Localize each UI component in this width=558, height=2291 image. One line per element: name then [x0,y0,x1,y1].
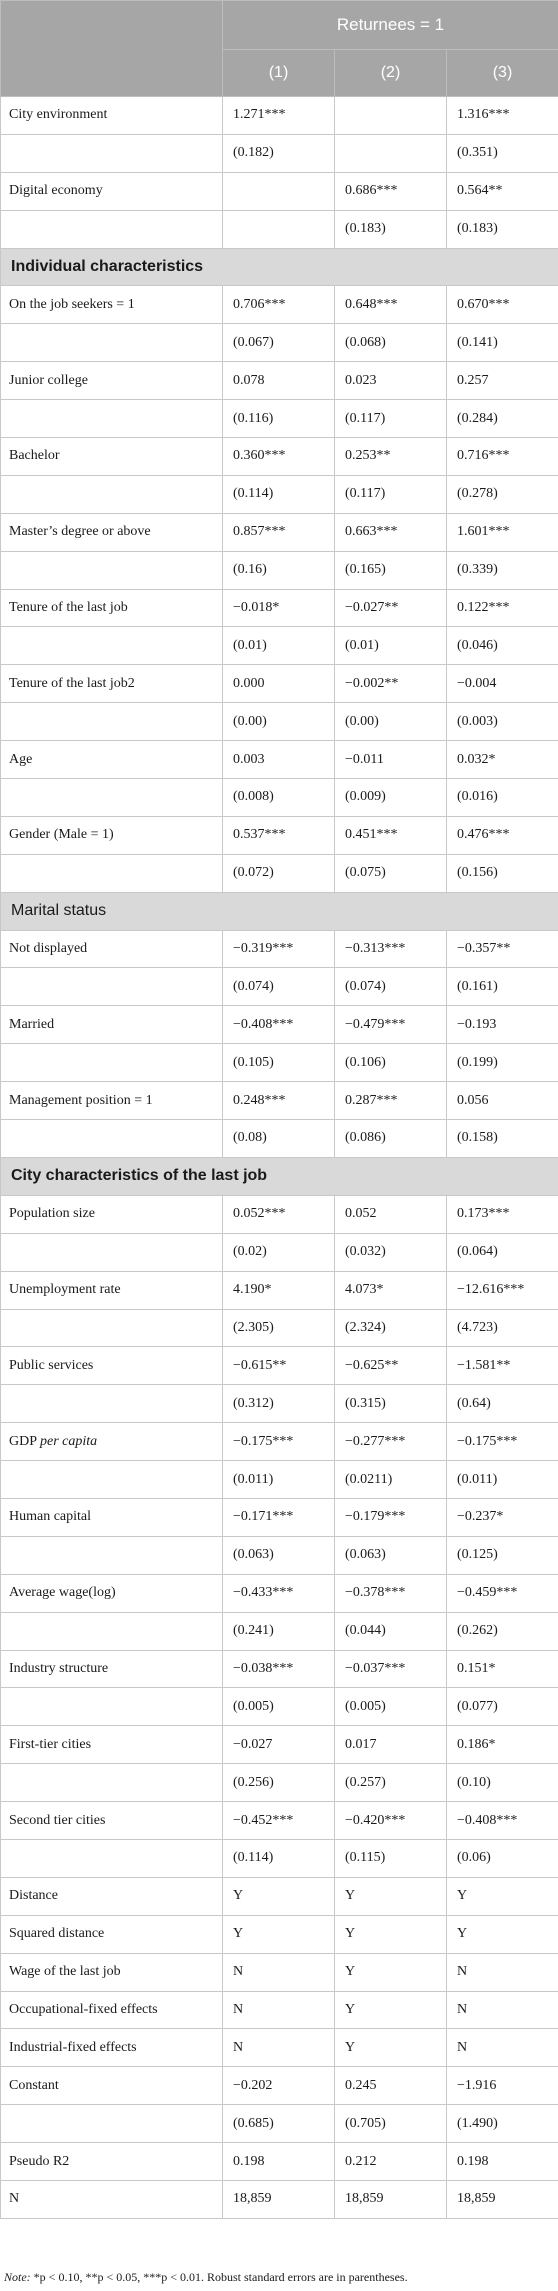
value-cell-model-1: 0.198 [223,2143,335,2181]
value-cell-model-3: −1.916 [447,2067,558,2105]
section-title: City characteristics of the last job [1,1157,558,1195]
value-cell-model-1: Y [223,1877,335,1915]
value-cell-model-1: (0.072) [223,854,335,892]
section-header-row [1,1157,558,1195]
value-cell-model-3: 0.151* [447,1650,558,1688]
row-label [1,1120,223,1158]
table-row [1,1650,558,1688]
value-cell-model-1: Y [223,1915,335,1953]
table-row [1,210,558,248]
value-cell-model-1: (0.241) [223,1612,335,1650]
value-cell-model-1: −0.175*** [223,1423,335,1461]
row-label: Wage of the last job [1,1953,223,1991]
value-cell-model-2: −0.625** [335,1347,447,1385]
value-cell-model-3: −0.193 [447,1006,558,1044]
value-cell-model-1: 0.052*** [223,1195,335,1233]
row-label: Average wage(log) [1,1574,223,1612]
table-row [1,1915,558,1953]
value-cell-model-2 [335,134,447,172]
row-label [1,551,223,589]
table-row [1,1764,558,1802]
column-header-1: (1) [223,50,335,97]
row-label: Age [1,741,223,779]
value-cell-model-2: −0.002** [335,665,447,703]
value-cell-model-1: 0.003 [223,741,335,779]
row-label: Public services [1,1347,223,1385]
row-label: Not displayed [1,930,223,968]
value-cell-model-2: 0.017 [335,1726,447,1764]
value-cell-model-1: −0.452*** [223,1802,335,1840]
value-cell-model-1: N [223,1991,335,2029]
row-label [1,1764,223,1802]
row-label: Unemployment rate [1,1271,223,1309]
value-cell-model-2: (0.257) [335,1764,447,1802]
table-row [1,362,558,400]
value-cell-model-2: 0.648*** [335,286,447,324]
value-cell-model-2: 4.073* [335,1271,447,1309]
value-cell-model-1: (0.067) [223,324,335,362]
table-row [1,1385,558,1423]
column-header-3: (3) [447,50,558,97]
value-cell-model-2: Y [335,2029,447,2067]
value-cell-model-2: (0.063) [335,1536,447,1574]
row-label [1,1044,223,1082]
table-row [1,1839,558,1877]
value-cell-model-2: 0.686*** [335,172,447,210]
table-row [1,2105,558,2143]
value-cell-model-1: (0.074) [223,968,335,1006]
value-cell-model-2: −0.479*** [335,1006,447,1044]
value-cell-model-2: Y [335,1915,447,1953]
value-cell-model-3: (0.278) [447,475,558,513]
value-cell-model-2: −0.027** [335,589,447,627]
table-row [1,1271,558,1309]
value-cell-model-1: 4.190* [223,1271,335,1309]
table-row [1,1877,558,1915]
row-label: First-tier cities [1,1726,223,1764]
table-row [1,2029,558,2067]
row-label: Gender (Male = 1) [1,816,223,854]
table-row [1,1802,558,1840]
value-cell-model-1: 0.078 [223,362,335,400]
row-label: On the job seekers = 1 [1,286,223,324]
value-cell-model-3: (0.077) [447,1688,558,1726]
value-cell-model-3: (0.06) [447,1839,558,1877]
value-cell-model-3: (0.10) [447,1764,558,1802]
value-cell-model-1: 18,859 [223,2180,335,2218]
value-cell-model-2: (0.00) [335,703,447,741]
value-cell-model-1: (0.008) [223,779,335,817]
value-cell-model-1: (0.116) [223,400,335,438]
value-cell-model-1: (0.114) [223,1839,335,1877]
value-cell-model-1: (0.08) [223,1120,335,1158]
table-row [1,438,558,476]
value-cell-model-2: (0.315) [335,1385,447,1423]
value-cell-model-1: −0.171*** [223,1498,335,1536]
table-row [1,1461,558,1499]
value-cell-model-2: (2.324) [335,1309,447,1347]
value-cell-model-3: (1.490) [447,2105,558,2143]
value-cell-model-3: −1.581** [447,1347,558,1385]
table-row [1,1953,558,1991]
value-cell-model-1: (0.16) [223,551,335,589]
value-cell-model-3: N [447,2029,558,2067]
value-cell-model-1: (0.00) [223,703,335,741]
value-cell-model-3: 0.670*** [447,286,558,324]
value-cell-model-1: (0.063) [223,1536,335,1574]
row-label [1,324,223,362]
row-label [1,703,223,741]
row-label: Pseudo R2 [1,2143,223,2181]
value-cell-model-1: (0.182) [223,134,335,172]
row-label [1,854,223,892]
value-cell-model-3: 0.032* [447,741,558,779]
row-label [1,968,223,1006]
row-label: Tenure of the last job [1,589,223,627]
value-cell-model-3: −0.357** [447,930,558,968]
per-capita-italic: per capita [40,1433,98,1449]
table-row [1,1044,558,1082]
value-cell-model-1: 0.360*** [223,438,335,476]
value-cell-model-2: −0.378*** [335,1574,447,1612]
table-row [1,2143,558,2181]
row-label [1,2105,223,2143]
value-cell-model-2: 0.212 [335,2143,447,2181]
row-label [1,779,223,817]
value-cell-model-3: −12.616*** [447,1271,558,1309]
value-cell-model-3: −0.237* [447,1498,558,1536]
row-label: N [1,2180,223,2218]
value-cell-model-1: N [223,2029,335,2067]
value-cell-model-1: −0.615** [223,1347,335,1385]
value-cell-model-1: (2.305) [223,1309,335,1347]
row-label: Management position = 1 [1,1082,223,1120]
table-row [1,665,558,703]
value-cell-model-3: 0.476*** [447,816,558,854]
value-cell-model-3: (0.158) [447,1120,558,1158]
value-cell-model-3: (0.003) [447,703,558,741]
value-cell-model-2: (0.032) [335,1233,447,1271]
value-cell-model-1: (0.01) [223,627,335,665]
value-cell-model-3: (0.156) [447,854,558,892]
table-row [1,1195,558,1233]
row-label [1,210,223,248]
table-row [1,1726,558,1764]
value-cell-model-2: (0.086) [335,1120,447,1158]
value-cell-model-2: 0.245 [335,2067,447,2105]
row-label: City environment [1,97,223,135]
table-row [1,589,558,627]
value-cell-model-3: (0.011) [447,1461,558,1499]
value-cell-model-1: −0.319*** [223,930,335,968]
table-row [1,1688,558,1726]
value-cell-model-1: (0.256) [223,1764,335,1802]
row-label [1,400,223,438]
row-label: Industry structure [1,1650,223,1688]
value-cell-model-1: −0.433*** [223,1574,335,1612]
value-cell-model-3: −0.175*** [447,1423,558,1461]
row-label: Distance [1,1877,223,1915]
row-label: Squared distance [1,1915,223,1953]
table-row [1,1536,558,1574]
value-cell-model-2: 0.287*** [335,1082,447,1120]
row-label [1,475,223,513]
value-cell-model-2: −0.277*** [335,1423,447,1461]
column-header-2: (2) [335,50,447,97]
table-row [1,172,558,210]
value-cell-model-3: (4.723) [447,1309,558,1347]
table-row [1,1498,558,1536]
row-label: Population size [1,1195,223,1233]
section-title: Individual characteristics [1,248,558,286]
table-body [1,97,558,2219]
value-cell-model-2: −0.179*** [335,1498,447,1536]
table-row [1,1991,558,2029]
value-cell-model-1: (0.105) [223,1044,335,1082]
value-cell-model-2: (0.165) [335,551,447,589]
row-label: Married [1,1006,223,1044]
row-label: Constant [1,2067,223,2105]
table-row [1,1612,558,1650]
value-cell-model-1: (0.005) [223,1688,335,1726]
value-cell-model-3: 0.716*** [447,438,558,476]
value-cell-model-2: Y [335,1877,447,1915]
value-cell-model-1: (0.114) [223,475,335,513]
row-label: Junior college [1,362,223,400]
row-label: Occupational-fixed effects [1,1991,223,2029]
value-cell-model-1: −0.027 [223,1726,335,1764]
value-cell-model-1: −0.038*** [223,1650,335,1688]
table-row [1,551,558,589]
row-label: GDP per capita [1,1423,223,1461]
table-row [1,2067,558,2105]
value-cell-model-3: −0.004 [447,665,558,703]
value-cell-model-1: (0.685) [223,2105,335,2143]
row-label: Second tier cities [1,1802,223,1840]
table-row [1,779,558,817]
row-label [1,1688,223,1726]
value-cell-model-3: 18,859 [447,2180,558,2218]
value-cell-model-3: −0.408*** [447,1802,558,1840]
table-row [1,475,558,513]
value-cell-model-3: (0.262) [447,1612,558,1650]
value-cell-model-1: N [223,1953,335,1991]
table-row [1,286,558,324]
table-row [1,1574,558,1612]
value-cell-model-3: −0.459*** [447,1574,558,1612]
value-cell-model-1: (0.011) [223,1461,335,1499]
value-cell-model-1: −0.408*** [223,1006,335,1044]
row-label [1,134,223,172]
value-cell-model-3: 0.056 [447,1082,558,1120]
value-cell-model-3: 0.122*** [447,589,558,627]
table-row [1,703,558,741]
row-label: Master’s degree or above [1,513,223,551]
value-cell-model-2: −0.037*** [335,1650,447,1688]
value-cell-model-2: (0.068) [335,324,447,362]
value-cell-model-2: (0.01) [335,627,447,665]
value-cell-model-2 [335,97,447,135]
value-cell-model-2: (0.075) [335,854,447,892]
value-cell-model-2: (0.117) [335,475,447,513]
value-cell-model-1 [223,210,335,248]
table-row [1,1006,558,1044]
table-note [4,2270,408,2285]
value-cell-model-3: 1.601*** [447,513,558,551]
table-row [1,513,558,551]
group-header: Returnees = 1 [223,1,558,50]
note-prefix: Note: [4,2270,31,2284]
value-cell-model-1: 0.706*** [223,286,335,324]
value-cell-model-3: (0.046) [447,627,558,665]
value-cell-model-3: Y [447,1877,558,1915]
value-cell-model-2: (0.117) [335,400,447,438]
value-cell-model-2: −0.420*** [335,1802,447,1840]
value-cell-model-3: 0.257 [447,362,558,400]
value-cell-model-2: 0.663*** [335,513,447,551]
table-row [1,2180,558,2218]
value-cell-model-2: Y [335,1991,447,2029]
row-label [1,1839,223,1877]
table-row [1,1347,558,1385]
table-row [1,816,558,854]
value-cell-model-1: 0.000 [223,665,335,703]
table-row [1,1423,558,1461]
row-label: Tenure of the last job2 [1,665,223,703]
table-row [1,400,558,438]
value-cell-model-2: (0.005) [335,1688,447,1726]
value-cell-model-3: (0.64) [447,1385,558,1423]
value-cell-model-2: (0.074) [335,968,447,1006]
table-row [1,324,558,362]
header-blank-cell [1,1,223,97]
value-cell-model-3: (0.161) [447,968,558,1006]
value-cell-model-1: (0.02) [223,1233,335,1271]
table-row [1,1233,558,1271]
value-cell-model-3: (0.199) [447,1044,558,1082]
section-title: Marital status [1,892,558,930]
row-label [1,1461,223,1499]
table-row [1,968,558,1006]
note-text: *p < 0.10, **p < 0.05, ***p < 0.01. Robust standard errors are in parentheses. [30,2270,408,2284]
value-cell-model-3: (0.183) [447,210,558,248]
row-label [1,1309,223,1347]
table-row [1,1309,558,1347]
value-cell-model-1: 0.537*** [223,816,335,854]
table-header [1,1,558,97]
value-cell-model-3: (0.284) [447,400,558,438]
row-label: Digital economy [1,172,223,210]
value-cell-model-2: (0.183) [335,210,447,248]
table-row [1,741,558,779]
value-cell-model-3: 1.316*** [447,97,558,135]
value-cell-model-2: (0.0211) [335,1461,447,1499]
row-label [1,1233,223,1271]
row-label: Industrial-fixed effects [1,2029,223,2067]
value-cell-model-1: −0.202 [223,2067,335,2105]
value-cell-model-3: (0.125) [447,1536,558,1574]
value-cell-model-2: 18,859 [335,2180,447,2218]
table-row [1,1082,558,1120]
value-cell-model-2: (0.044) [335,1612,447,1650]
value-cell-model-3: N [447,1953,558,1991]
value-cell-model-3: 0.198 [447,2143,558,2181]
value-cell-model-3: Y [447,1915,558,1953]
row-label [1,1536,223,1574]
value-cell-model-3: N [447,1991,558,2029]
value-cell-model-2: (0.106) [335,1044,447,1082]
value-cell-model-3: (0.016) [447,779,558,817]
value-cell-model-2: Y [335,1953,447,1991]
row-label [1,1385,223,1423]
table-row [1,97,558,135]
value-cell-model-3: 0.173*** [447,1195,558,1233]
table-row [1,930,558,968]
value-cell-model-2: −0.313*** [335,930,447,968]
value-cell-model-1: 0.857*** [223,513,335,551]
value-cell-model-2: 0.451*** [335,816,447,854]
value-cell-model-3: 0.564** [447,172,558,210]
value-cell-model-2: 0.023 [335,362,447,400]
value-cell-model-2: (0.115) [335,1839,447,1877]
value-cell-model-2: 0.052 [335,1195,447,1233]
section-header-row [1,892,558,930]
row-label [1,1612,223,1650]
value-cell-model-3: (0.339) [447,551,558,589]
value-cell-model-1 [223,172,335,210]
row-label [1,627,223,665]
value-cell-model-1: 1.271*** [223,97,335,135]
value-cell-model-2: 0.253** [335,438,447,476]
section-header-row [1,248,558,286]
value-cell-model-3: (0.141) [447,324,558,362]
table-row [1,134,558,172]
row-label: Bachelor [1,438,223,476]
value-cell-model-3: 0.186* [447,1726,558,1764]
value-cell-model-3: (0.064) [447,1233,558,1271]
table-row [1,627,558,665]
value-cell-model-1: −0.018* [223,589,335,627]
table-row [1,854,558,892]
value-cell-model-2: −0.011 [335,741,447,779]
value-cell-model-1: 0.248*** [223,1082,335,1120]
value-cell-model-3: (0.351) [447,134,558,172]
value-cell-model-2: (0.009) [335,779,447,817]
table-row [1,1120,558,1158]
value-cell-model-2: (0.705) [335,2105,447,2143]
row-label: Human capital [1,1498,223,1536]
value-cell-model-1: (0.312) [223,1385,335,1423]
